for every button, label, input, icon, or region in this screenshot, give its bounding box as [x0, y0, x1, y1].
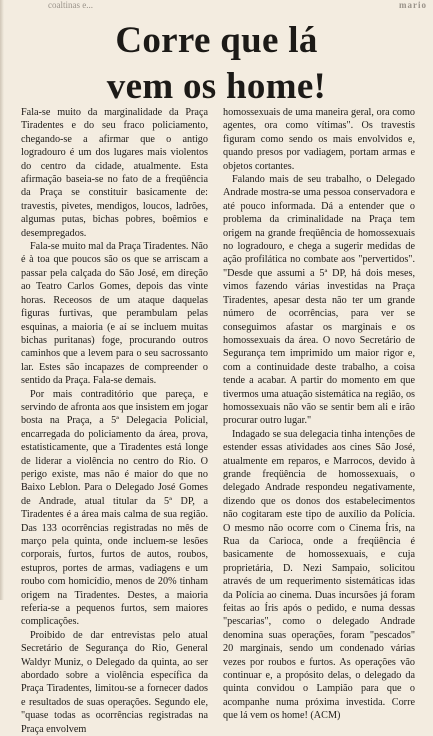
article-headline — [0, 18, 433, 110]
paragraph: Proibido de dar entrevistas pelo atual Secretário de Segurança do Rio, General Waldyr Muniz, o Delegado da quinta, ao ser abordado sobre a violência específica da Praça Tiradentes, limitou-se a fornecer dados e resultados de suas operações. Segundo ele, "quase todas as ocorrências registradas na Praça envolvem — [21, 629, 208, 735]
paragraph: Fala-se muito mal da Praça Tiradentes. Não é à toa que poucos são os que se arriscam a passar pela calçada do São José, em direção ao Teatro Carlos Gomes, depois das vinte horas. Receosos de um ataque daquelas figuras furtivas, que perambulam pelas esquinas, a maioria (e aí se incluem muitas bichas puritanas) foge, procurando outros caminhos que a levem para o seu sacrossanto lar. Estes são incapazes de compreender o sentido da Praça. Fala-se demais. — [21, 241, 208, 387]
bleed-through-text-right: mario — [399, 0, 427, 10]
bleed-through-text-left: coaltinas e... — [48, 0, 93, 10]
paragraph: Por mais contraditório que pareça, e servindo de afronta aos que insistem em jogar bosta na Praça, a 5ª Delegacia Policial, encarregada do policiamento da área, prova, estatisticamente, que a Tiradentes está longe de liderar a violência no centro do Rio. O perigo existe, mas não é maior do que no Baixo Leblon. Para o Delegado José Gomes de Andrade, atual titular da 5ª DP, a Tiradentes é a área mais calma de sua região. Das 133 ocorrências registradas no mês de março pela quinta, onde incluem-se lesões corporais, furtos, furtos de autos, roubos, estupros, portes de armas, vadiagens e um roubo com homicídio, menos de 20% tinham origem na Tiradentes. Destes, a maioria referia-se a pequenos furtos, sem maiores complicações. — [21, 388, 209, 628]
headline-line-2: vem os home! — [106, 66, 327, 107]
headline-line-1: Corre que lá — [115, 20, 318, 61]
paragraph: homossexuais de uma maneira geral, ora como agentes, ora como vítimas". Os travestis figuram como sendo os mais envolvidos e, quando presos por vadiagem, portam armas e objetos cortantes. — [223, 107, 415, 172]
paragraph: Fala-se muito da marginalidade da Praça Tiradentes e do seu fraco policiamento, chegando-se a afirmar que o antigo logradouro é um dos lugares mais violentos do centro da cidade, atualmente. Esta afirmação baseia-se no fato de a freqüência da Praça se constituir basicamente de: travestis, pivetes, mendigos, loucos, ladrões, algumas putas, bichas pobres, boêmios e desempregados. — [21, 107, 208, 239]
article-column-left — [21, 106, 209, 735]
article-column-right — [223, 106, 415, 722]
paragraph: Falando mais de seu trabalho, o Delegado Andrade mostra-se uma pessoa conservadora e até pouco informada. Dá a entender que o problema da criminalidade na Praça tem origem na grande freqüência de homossexuais no logradouro, e chega a sugerir medidas de ação profilática no combate aos "pervertidos". "Desde que assumi a 5ª DP, há dois meses, vimos fazendo várias investidas na Praça Tiradentes, apesar desta não ter um grande número de ocorrências, para ver se conseguimos afastar os marginais e os homossexuais da área. O novo Secretário de Segurança tem imprimido um maior rigor e, com a continuidade deste trabalho, a coisa tende a acabar. A partir do momento em que tivermos uma atuação sistemática na região, os homossexuais não vão se sentir bem ali e irão procurar outro lugar." — [223, 174, 415, 427]
paragraph: Indagado se sua delegacia tinha intenções de estender essas atividades aos cines São José, atualmente em reparos, e Marrocos, devido à grande freqüência de homossexuais, o delegado Andrade respondeu negativamente, dizendo que os donos dos estabelecimentos não cogitaram este tipo de auxílio da Polícia. O mesmo não ocorre com o Cinema Íris, na Rua da Carioca, onde a freqüência é basicamente de homossexuais, e cuja proprietária, D. Nezi Sampaio, solicitou através de um requerimento sistemáticas idas da Polícia ao cinema. Duas incursões já foram feitas ao Íris após o pedido, e numa dessas "pescarias", como o delegado Andrade denomina suas operações, foram "pescados" 20 marginais, sendo um condenado várias vezes por roubos e furtos. As operações vão continuar e, a propósito delas, o delegado da quinta convidou o Lampião para que o acompanhe numa próxima investida. Corre que lá vem os home! (ACM) — [223, 428, 415, 722]
